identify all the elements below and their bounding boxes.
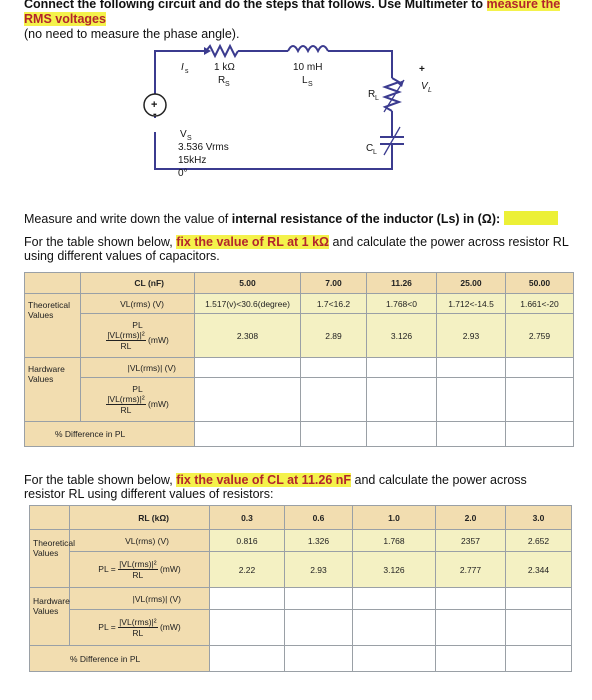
instructions-lead: Connect the following circuit and do the steps that follows. Use Multimeter to xyxy=(24,0,487,11)
table1-hw-cell[interactable] xyxy=(301,378,367,422)
rs-sub: S xyxy=(225,81,230,88)
table2-pct-cell[interactable] xyxy=(506,646,572,672)
table1-pct-cell[interactable] xyxy=(301,422,367,447)
resistor-table xyxy=(29,505,572,672)
table2-power-numerator: |VL(rms)|² xyxy=(119,559,157,569)
table1-hw-cell[interactable] xyxy=(367,358,437,378)
table2-hw-cell[interactable] xyxy=(353,610,436,646)
table1-power-label xyxy=(81,314,195,358)
table2-hw-cell[interactable] xyxy=(506,610,572,646)
table1-power-unit: (mW) xyxy=(148,334,169,345)
rs-name: R xyxy=(218,75,226,86)
table2-hw-cell[interactable] xyxy=(210,588,285,610)
table2-intro-rest: and calculate the power across resistor RL using different values of resistors: xyxy=(24,473,527,501)
inductor-ls xyxy=(288,46,328,51)
table1-voltage-value: 1.517(v)<30.6(degree) xyxy=(195,294,301,314)
table2-power-denominator: RL xyxy=(132,570,144,580)
table1-power-value: 2.89 xyxy=(301,314,367,358)
table1-power-numerator: |VL(rms)|² xyxy=(107,330,145,340)
instructions-highlight: measure the RMS voltages xyxy=(24,0,560,26)
table1-hw-cell[interactable] xyxy=(195,378,301,422)
table1-hw-power-symbol: PL xyxy=(132,384,143,394)
table1-header-row xyxy=(25,273,574,294)
table1-header-label: CL (nF) xyxy=(81,273,195,294)
table2-col-5: 3.0 xyxy=(506,506,572,530)
table1-hw-voltage-row xyxy=(25,358,574,378)
is-sub: s xyxy=(185,68,189,75)
table1-hardware-label: Hardware Values xyxy=(25,358,81,422)
rl-name: R xyxy=(368,89,376,100)
table2-power-value: 2.93 xyxy=(285,552,353,588)
question-bold: internal resistance of the inductor (Ls) in (Ω): xyxy=(231,212,501,226)
vs-phase: 0° xyxy=(178,168,188,179)
table1-intro-highlight: fix the value of RL at 1 kΩ xyxy=(176,235,330,249)
table2-hardware-label: Hardware Values xyxy=(30,588,70,646)
table2-power-symbol: PL = xyxy=(98,563,116,574)
table1-hw-cell[interactable] xyxy=(301,358,367,378)
question-lead: Measure and write down the value of xyxy=(24,212,232,226)
table1-col-3: 11.26 xyxy=(367,273,437,294)
table2-hw-cell[interactable] xyxy=(285,610,353,646)
table2-power-value: 2.777 xyxy=(436,552,506,588)
ls-sub: S xyxy=(308,81,313,88)
table1-intro xyxy=(24,235,569,263)
table1-pct-cell[interactable] xyxy=(506,422,574,447)
table1-voltage-value: 1.768<0 xyxy=(367,294,437,314)
capacitor-table xyxy=(24,272,574,447)
table2-hw-power-symbol: PL = xyxy=(98,621,116,632)
table1-pct-cell[interactable] xyxy=(367,422,437,447)
table1-voltage-value: 1.661<-20 xyxy=(506,294,574,314)
table2-hw-cell[interactable] xyxy=(506,588,572,610)
table1-col-4: 25.00 xyxy=(437,273,506,294)
table1-intro-rest: and calculate the power across resistor RL using different values of capacitors. xyxy=(24,235,569,263)
instructions xyxy=(24,0,584,42)
cl-name: C xyxy=(366,143,374,154)
table2-intro-lead: For the table shown below, xyxy=(24,473,177,487)
table1-hw-cell[interactable] xyxy=(437,378,506,422)
table1-power-value: 2.759 xyxy=(506,314,574,358)
table1-hw-cell[interactable] xyxy=(506,358,574,378)
table1-hw-power-numerator: |VL(rms)|² xyxy=(107,394,145,404)
table2-hw-cell[interactable] xyxy=(353,588,436,610)
ls-value: 10 mH xyxy=(293,62,323,73)
table2-hw-cell[interactable] xyxy=(436,588,506,610)
table2-voltage-value: 1.768 xyxy=(353,530,436,552)
table1-pct-cell[interactable] xyxy=(437,422,506,447)
table2-power-value: 2.344 xyxy=(506,552,572,588)
table2-voltage-value: 2.652 xyxy=(506,530,572,552)
table1-hw-cell[interactable] xyxy=(506,378,574,422)
table2-power-fraction xyxy=(118,559,157,580)
table1-voltage-value: 1.7<16.2 xyxy=(301,294,367,314)
table1-hw-power-denominator: RL xyxy=(120,405,132,415)
table2-pct-cell[interactable] xyxy=(353,646,436,672)
table2-hw-cell[interactable] xyxy=(210,610,285,646)
minus-sign: - xyxy=(153,108,157,120)
table1-voltage-value: 1.712<-14.5 xyxy=(437,294,506,314)
table1-theoretical-label: Theoretical Values xyxy=(25,294,81,358)
table2-header-row xyxy=(30,506,572,530)
vl-plus: + xyxy=(419,64,425,75)
table1-voltage-label: VL(rms) (V) xyxy=(81,294,195,314)
table1-hw-power-fraction xyxy=(106,394,145,415)
table2-voltage-value: 2357 xyxy=(436,530,506,552)
table2-pct-cell[interactable] xyxy=(285,646,353,672)
table2-pct-label: % Difference in PL xyxy=(30,646,210,672)
table2-hw-power-denominator: RL xyxy=(132,628,144,638)
table2-hw-power-label xyxy=(70,610,210,646)
table2-hw-cell[interactable] xyxy=(436,610,506,646)
circuit-diagram xyxy=(148,40,448,198)
vs-rms: 3.536 Vrms xyxy=(178,142,229,153)
table1-pct-row xyxy=(25,422,574,447)
answer-field[interactable] xyxy=(504,211,558,225)
table1-power-value: 3.126 xyxy=(367,314,437,358)
table1-hw-power-unit: (mW) xyxy=(148,398,169,409)
table2-power-row xyxy=(30,552,572,588)
inductor-resistance-question xyxy=(24,211,558,226)
table2-power-unit: (mW) xyxy=(159,563,181,574)
is-label: I xyxy=(181,62,184,73)
table2-hw-power-numerator: |VL(rms)|² xyxy=(119,617,157,627)
rl-sub: L xyxy=(375,95,379,102)
vs-name: V xyxy=(180,129,187,140)
table1-hw-cell[interactable] xyxy=(437,358,506,378)
table1-col-5: 50.00 xyxy=(506,273,574,294)
table2-voltage-value: 1.326 xyxy=(285,530,353,552)
table2-pct-cell[interactable] xyxy=(436,646,506,672)
table2-col-3: 1.0 xyxy=(353,506,436,530)
table2-intro xyxy=(24,473,569,501)
table1-power-denominator: RL xyxy=(120,341,132,351)
vs-sub: S xyxy=(187,135,192,142)
table2-voltage-row xyxy=(30,530,572,552)
vl-name: V xyxy=(421,81,428,92)
table1-voltage-row xyxy=(25,294,574,314)
table1-power-fraction xyxy=(106,330,145,351)
table2-power-label xyxy=(70,552,210,588)
table2-pct-cell[interactable] xyxy=(210,646,285,672)
table2-col-2: 0.6 xyxy=(285,506,353,530)
table1-power-value: 2.93 xyxy=(437,314,506,358)
table1-power-symbol: PL xyxy=(132,320,143,330)
table1-power-row xyxy=(25,314,574,358)
plus-sign: + xyxy=(151,99,158,111)
table2-col-1: 0.3 xyxy=(210,506,285,530)
table2-hw-cell[interactable] xyxy=(285,588,353,610)
table2-hw-voltage-row xyxy=(30,588,572,610)
rs-value: 1 kΩ xyxy=(214,62,235,73)
table1-hw-power-label xyxy=(81,378,195,422)
table2-power-value: 3.126 xyxy=(353,552,436,588)
table2-col-4: 2.0 xyxy=(436,506,506,530)
table1-col-1: 5.00 xyxy=(195,273,301,294)
table1-pct-cell[interactable] xyxy=(195,422,301,447)
table1-hw-cell[interactable] xyxy=(367,378,437,422)
table2-hw-power-unit: (mW) xyxy=(159,621,181,632)
table1-col-2: 7.00 xyxy=(301,273,367,294)
table1-intro-lead: For the table shown below, xyxy=(24,235,177,249)
table2-voltage-label: VL(rms) (V) xyxy=(70,530,210,552)
table2-intro-highlight: fix the value of CL at 11.26 nF xyxy=(176,473,352,487)
table2-voltage-value: 0.816 xyxy=(210,530,285,552)
cl-sub: L xyxy=(373,149,377,156)
table1-hw-power-row xyxy=(25,378,574,422)
vl-sub: L xyxy=(428,87,432,94)
table2-hw-power-row xyxy=(30,610,572,646)
table2-hw-power-fraction xyxy=(118,617,157,638)
instructions-note: (no need to measure the phase angle). xyxy=(24,27,240,41)
table1-pct-label: % Difference in PL xyxy=(25,422,195,447)
table2-header-label: RL (kΩ) xyxy=(70,506,210,530)
table1-hw-voltage-label: |VL(rms)| (V) xyxy=(81,358,195,378)
table1-hw-cell[interactable] xyxy=(195,358,301,378)
table2-pct-row xyxy=(30,646,572,672)
vs-frequency: 15kHz xyxy=(178,155,207,166)
top-wire-right xyxy=(328,51,392,78)
table2-theoretical-label: Theoretical Values xyxy=(30,530,70,588)
ls-name: L xyxy=(302,75,308,86)
table1-power-value: 2.308 xyxy=(195,314,301,358)
table2-power-value: 2.22 xyxy=(210,552,285,588)
table2-hw-voltage-label: |VL(rms)| (V) xyxy=(70,588,210,610)
